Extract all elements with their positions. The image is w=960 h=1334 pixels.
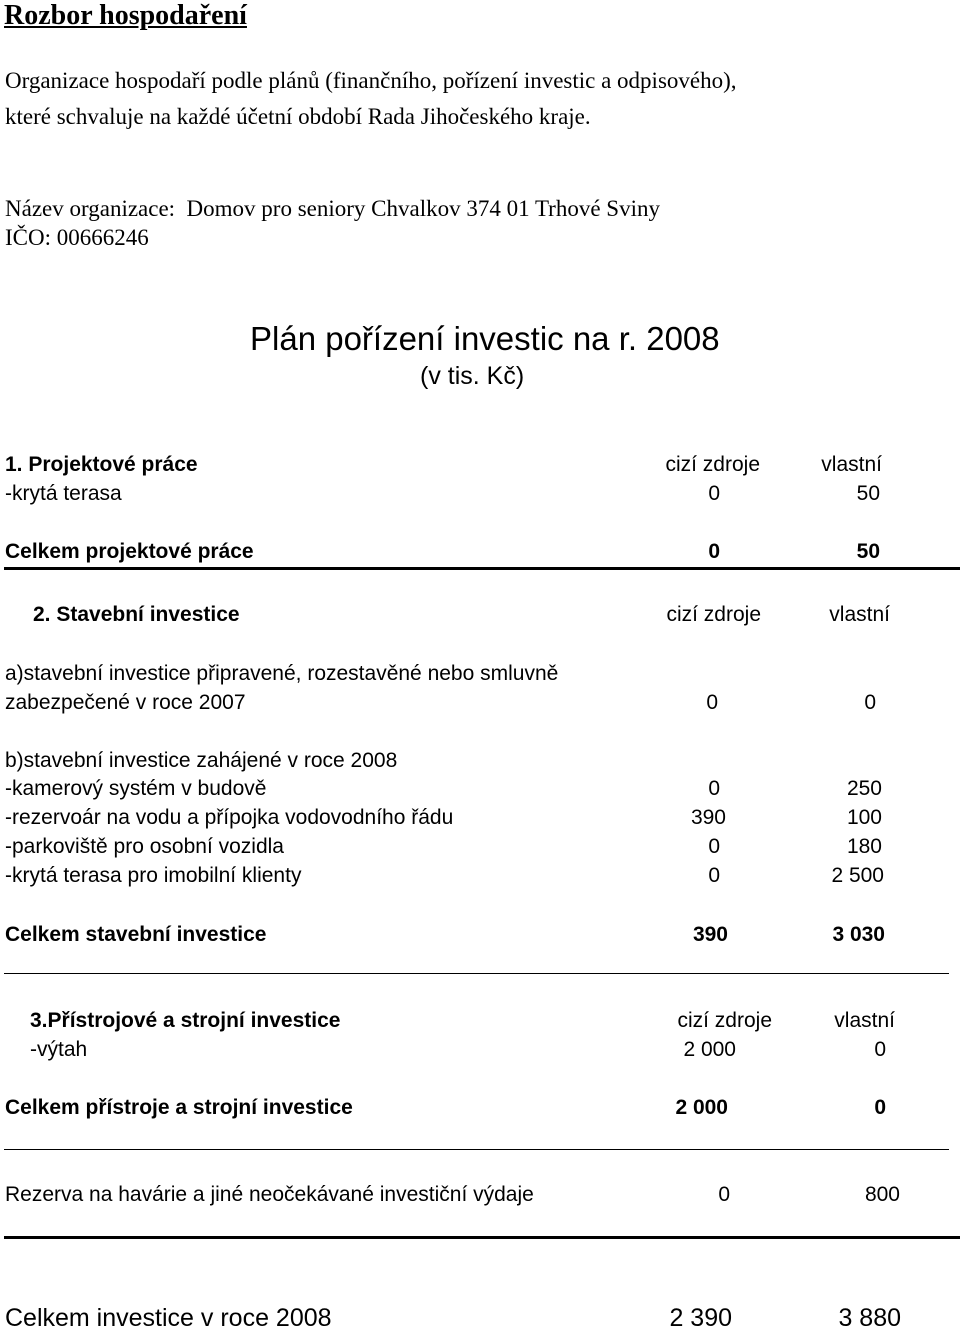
section1-item-vlastni: 50 — [856, 482, 880, 505]
section3-total-label: Celkem přístroje a strojní investice — [5, 1096, 353, 1119]
section2-total-cizi: 390 — [692, 923, 728, 946]
section2-item-cizi: 0 — [708, 864, 720, 887]
plan-title: Plán pořízení investic na r. 2008 — [250, 320, 720, 357]
section1-total-label: Celkem projektové práce — [5, 540, 254, 563]
section2-a-row-2 — [0, 688, 960, 718]
grand-total-label: Celkem investice v roce 2008 — [5, 1304, 332, 1332]
section2-divider — [4, 973, 949, 974]
intro-line-1: Organizace hospodaří podle plánů (finančního, pořízení investic a odpisového), — [5, 68, 737, 93]
section1-item-label: -krytá terasa — [5, 482, 122, 505]
section2-a-row-1 — [0, 659, 960, 689]
section1-total-row — [0, 537, 960, 567]
section2-b-header: b)stavební investice zahájené v roce 2008 — [5, 749, 398, 772]
section2-col-cizi: cizí zdroje — [666, 603, 761, 626]
section1-total-cizi: 0 — [708, 540, 720, 563]
page-heading: Rozbor hospodaření — [4, 0, 247, 31]
section1-col-vlastni: vlastní — [821, 453, 882, 476]
section2-item-cizi: 0 — [708, 835, 720, 858]
section2-item-cizi: 390 — [690, 806, 726, 829]
section2-item-label: -krytá terasa pro imobilní klienty — [5, 864, 302, 887]
reserve-label: Rezerva na havárie a jiné neočekávané investiční výdaje — [5, 1183, 534, 1206]
plan-subtitle: (v tis. Kč) — [420, 362, 525, 390]
section2-col-vlastni: vlastní — [829, 603, 890, 626]
section2-item-row — [0, 832, 960, 862]
section2-item-label: -parkoviště pro osobní vozidla — [5, 835, 284, 858]
section1-header: 1. Projektové práce — [5, 453, 198, 476]
section2-item-vlastni: 2 500 — [831, 864, 884, 887]
section2-item-row — [0, 861, 960, 891]
reserve-vlastni: 800 — [864, 1183, 900, 1206]
section3-total-cizi: 2 000 — [675, 1096, 728, 1119]
section2-item-vlastni: 250 — [846, 777, 882, 800]
section3-total-vlastni: 0 — [874, 1096, 886, 1119]
section2-item-label: -rezervoár na vodu a přípojka vodovodního řádu — [5, 806, 454, 829]
section2-item-vlastni: 100 — [846, 806, 882, 829]
section3-item-label: -výtah — [30, 1038, 88, 1061]
section1-header-row — [0, 450, 960, 480]
grand-total-cizi: 2 390 — [669, 1304, 732, 1332]
section2-item-cizi: 0 — [708, 777, 720, 800]
section3-item-row — [0, 1035, 960, 1065]
section2-a-label-line1: a)stavební investice připravené, rozestavěné nebo smluvně — [5, 662, 559, 685]
section1-total-vlastni: 50 — [856, 540, 880, 563]
grand-total-row — [0, 1302, 960, 1334]
section3-item-vlastni: 0 — [874, 1038, 886, 1061]
section2-header-row — [0, 600, 960, 630]
section1-item-cizi: 0 — [708, 482, 720, 505]
section3-header: 3.Přístrojové a strojní investice — [30, 1009, 341, 1032]
organization-ico: IČO: 00666246 — [5, 225, 149, 250]
section3-total-row — [0, 1093, 960, 1123]
section2-total-label: Celkem stavební investice — [5, 923, 267, 946]
reserve-cizi: 0 — [718, 1183, 730, 1206]
section3-item-cizi: 2 000 — [683, 1038, 736, 1061]
section2-item-vlastni: 180 — [846, 835, 882, 858]
section2-total-row — [0, 920, 960, 950]
section2-a-label-line2: zabezpečené v roce 2007 — [5, 691, 246, 714]
section3-col-cizi: cizí zdroje — [677, 1009, 772, 1032]
reserve-divider — [4, 1236, 960, 1239]
section2-item-label: -kamerový systém v budově — [5, 777, 267, 800]
section2-item-row — [0, 774, 960, 804]
section2-item-row — [0, 803, 960, 833]
reserve-row — [0, 1180, 960, 1210]
section2-header: 2. Stavební investice — [33, 603, 240, 626]
section1-divider — [4, 567, 960, 570]
section3-divider — [4, 1149, 949, 1150]
section2-b-header-row — [0, 746, 960, 776]
intro-line-2: které schvaluje na každé účetní období Rada Jihočeského kraje. — [5, 104, 591, 129]
section2-a-cizi: 0 — [706, 691, 718, 714]
section3-header-row — [0, 1006, 960, 1036]
organization-name: Název organizace: Domov pro seniory Chvalkov 374 01 Trhové Sviny — [5, 196, 660, 221]
section2-total-vlastni: 3 030 — [832, 923, 885, 946]
section2-a-vlastni: 0 — [864, 691, 876, 714]
section3-col-vlastni: vlastní — [834, 1009, 895, 1032]
section1-col-cizi: cizí zdroje — [665, 453, 760, 476]
section1-item-row — [0, 479, 960, 509]
grand-total-vlastni: 3 880 — [838, 1304, 901, 1332]
